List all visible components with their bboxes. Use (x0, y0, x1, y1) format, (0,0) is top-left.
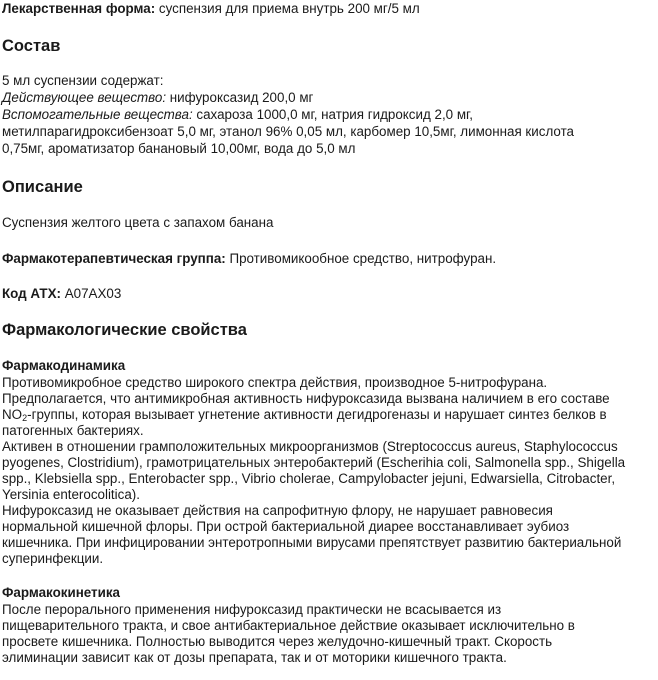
excipients-line-3: 0,75мг, ароматизатор банановый 10,00мг, вода до 5,0 мл (2, 141, 356, 156)
atc-line (2, 286, 121, 302)
pharmacodynamics-line-12: суперинфекции. (2, 551, 104, 566)
pharmacodynamics-line-10: нормальной кишечной флоры. При острой бактериальной диарее восстанавливает эубиоз (2, 519, 570, 534)
pharmacodynamics-line-2: Предполагается, что антимикробная активность нифуроксазида вызвана наличием в его составе (2, 391, 610, 406)
pharmacodynamics-heading: Фармакодинамика (2, 358, 126, 373)
composition-intro: 5 мл суспензии содержат: (2, 73, 164, 88)
active-substance-line (2, 90, 313, 106)
pharmacokinetics-line-1: После перорального применения нифуроксазид практически не всасывается из (2, 602, 502, 617)
pharmacodynamics-line-11: кишечника. При инфицировании энтеротропными вирусами препятствует развитию бактериальной (2, 535, 622, 550)
dosage-form-line (2, 1, 420, 17)
excipients-label: Вспомогательные вещества: (2, 107, 193, 122)
pharmacodynamics-line-5: Активен в отношении грамположительных микроорганизмов (Streptococcus aureus, Staphylococcus (2, 439, 618, 454)
excipients-line-1 (2, 107, 473, 123)
description-text: Суспензия желтого цвета с запахом банана (2, 215, 274, 230)
pharm-group-line (2, 251, 496, 267)
pharmacodynamics-line-1: Противомикробное средство широкого спектра действия, производное 5-нитрофурана. (2, 375, 548, 390)
no2-prefix: NO (2, 407, 23, 422)
atc-label: Код АТХ: (2, 286, 61, 301)
pharm-group-label: Фармакотерапевтическая группа: (2, 251, 226, 266)
pharmacokinetics-line-3: просвете кишечника. Полностью выводится через желудочно-кишечный тракт. Скорость (2, 634, 553, 649)
dosage-form-value: суспензия для приема внутрь 200 мг/5 мл (155, 1, 420, 16)
excipients-line-2: метилпарагидроксибензоат 5,0 мг, этанол 96% 0,05 мл, карбомер 10,5мг, лимонная кислота (2, 124, 575, 139)
pharmacodynamics-line-6: pyogenes, Clostridium), грамотрицательных энтеробактерий (Escherihia coli, Salmonella spp., Shigella (2, 455, 626, 470)
pharmacokinetics-line-2: пищеварительного тракта, и свое антибактериальное действие оказывает исключительно в (2, 618, 575, 633)
active-substance-value: нифуроксазид 200,0 мг (166, 90, 314, 105)
pharmacodynamics-line-3-rest: -группы, которая вызывает угнетение активности дегидрогеназы и нарушает синтез белков в (27, 407, 607, 422)
composition-heading: Состав (2, 37, 61, 55)
active-substance-label: Действующее вещество: (2, 90, 167, 105)
pharmacodynamics-line-9: Нифуроксазид не оказывает действия на сапрофитную флору, не нарушает равновесия (2, 503, 553, 518)
no2-subscript: 2 (22, 413, 28, 423)
dosage-form-label: Лекарственная форма: (2, 1, 156, 16)
pharmacodynamics-line-4: патогенных бактериях. (2, 423, 144, 438)
description-heading: Описание (2, 178, 83, 196)
atc-value: A07AX03 (60, 286, 122, 301)
pharmacokinetics-heading: Фармакокинетика (2, 585, 120, 600)
excipients-value-1: сахароза 1000,0 мг, натрия гидроксид 2,0 мг, (192, 107, 474, 122)
pharmacokinetics-line-4: элиминации зависит как от дозы препарата, так и от моторики кишечного тракта. (2, 650, 507, 665)
pharmacodynamics-line-7: spp., Klebsiella spp., Enterobacter spp., Vibrio cholerae, Campylobacter jejuni, Edwarsiella, Citrobacter, (2, 471, 616, 486)
pharmacology-heading: Фармакологические свойства (2, 321, 247, 339)
pharmacodynamics-line-8: Yersinia enterocolitica). (2, 487, 140, 502)
pharm-group-value: Противомикообное средство, нитрофуран. (225, 251, 497, 266)
